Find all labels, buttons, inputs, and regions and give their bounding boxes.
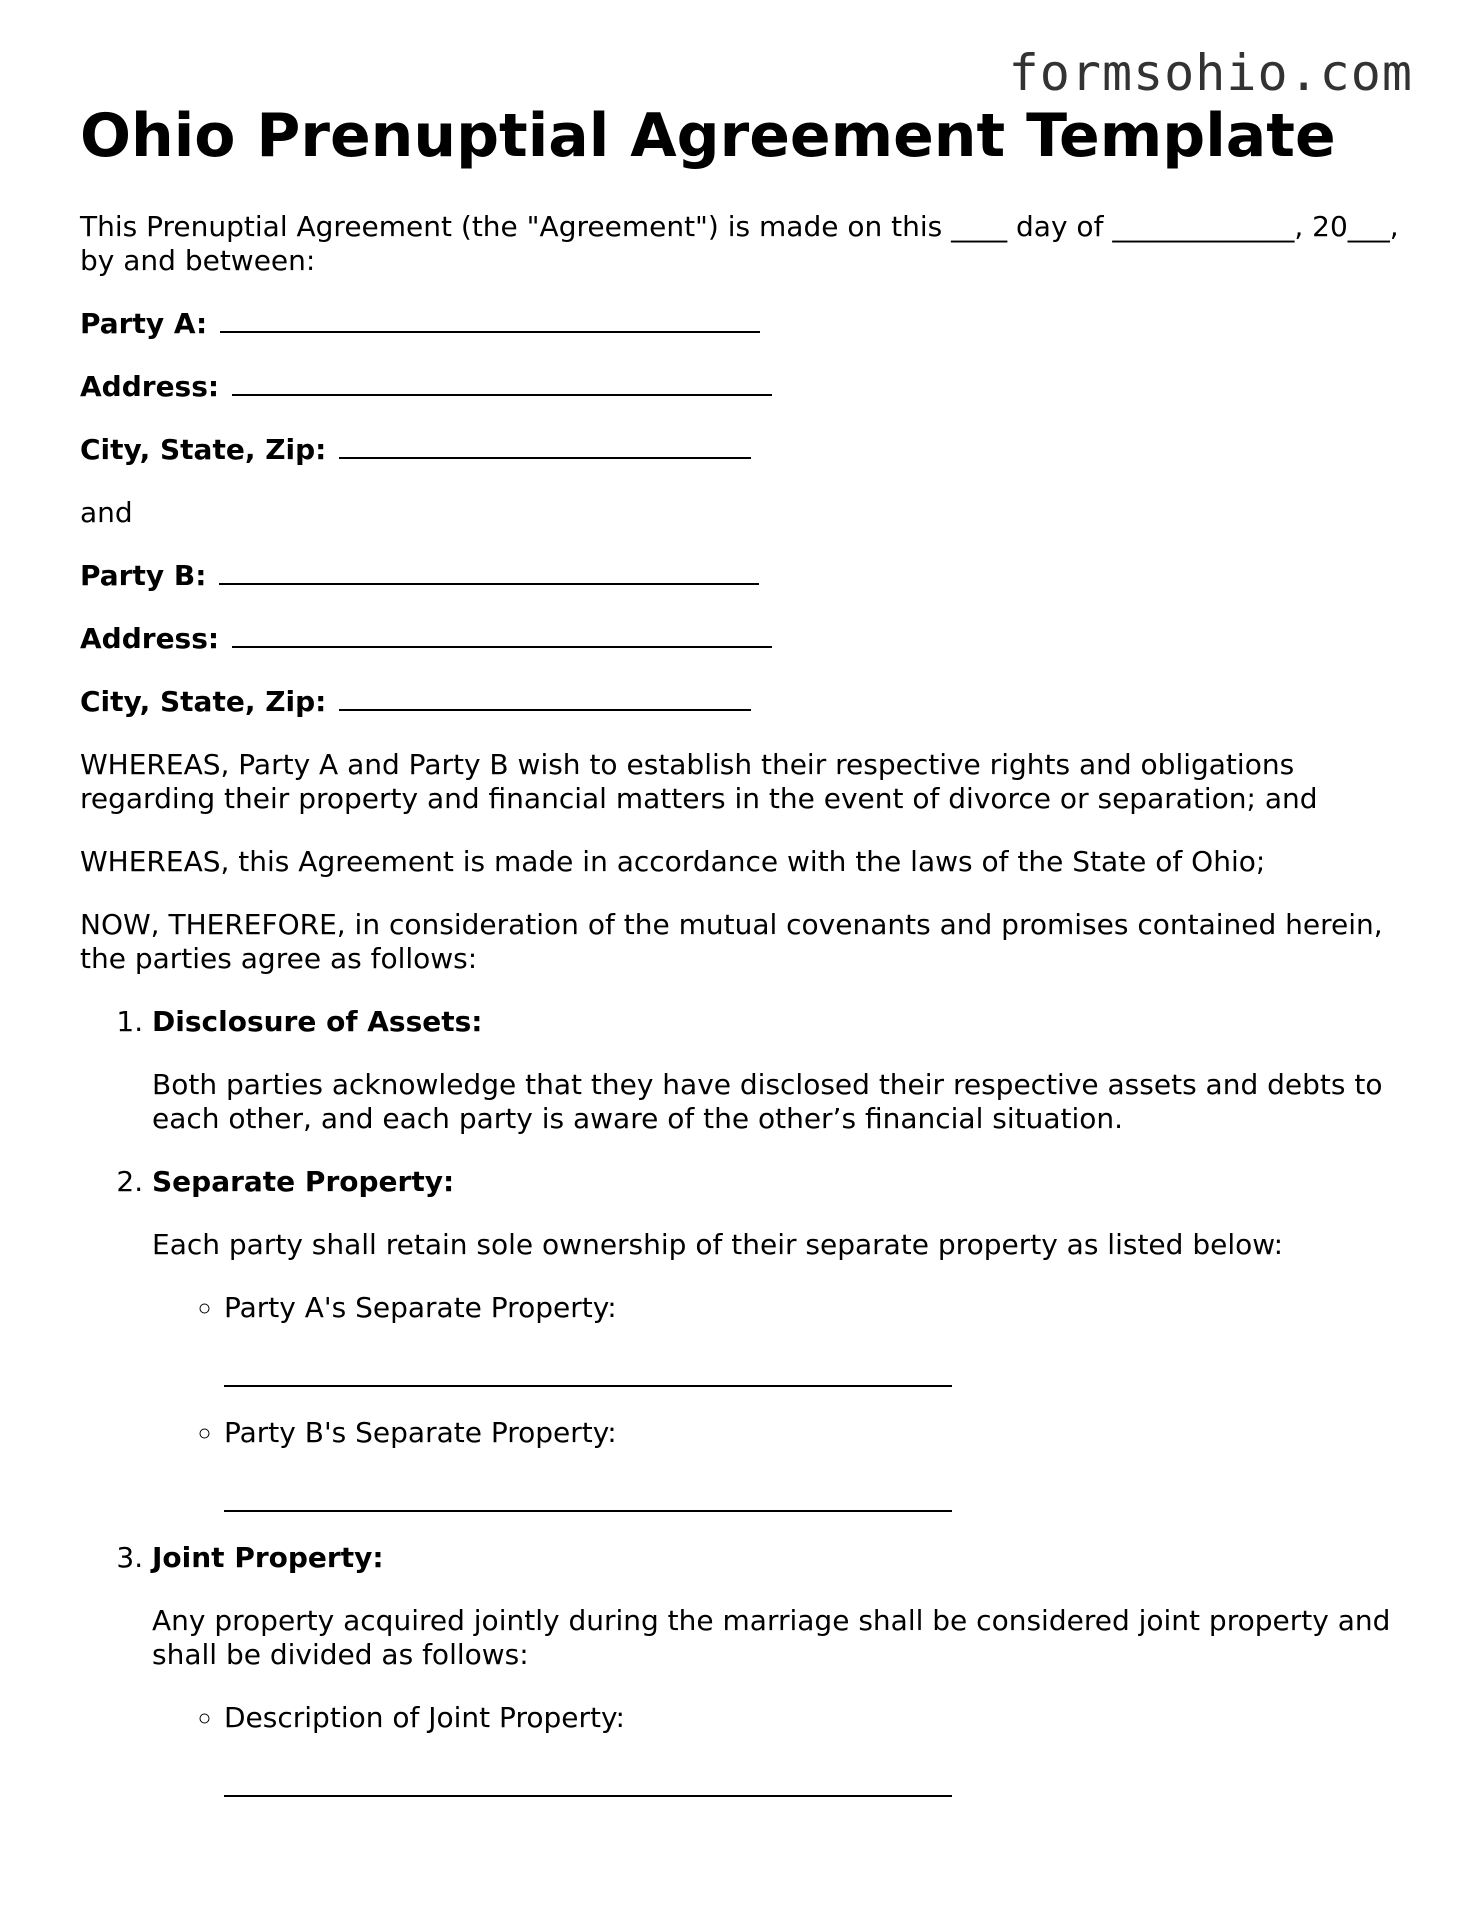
party-b-name-field[interactable]	[219, 561, 759, 585]
section-title: 2. Separate Property:	[152, 1165, 455, 1198]
separate-property-list	[152, 1291, 1400, 1512]
watermark: formsohio.com	[1008, 44, 1413, 102]
party-b-address-label: Address:	[80, 622, 220, 655]
party-b-address-row	[80, 622, 1400, 656]
party-a-address-field[interactable]	[232, 372, 772, 396]
party-b-name-row	[80, 559, 1400, 593]
document-title: Ohio Prenuptial Agreement Template	[80, 101, 1336, 171]
section-body: Any property acquired jointly during the marriage shall be considered joint property and shall be divided as follows:	[152, 1604, 1391, 1671]
section-separate-property	[152, 1165, 1400, 1512]
joint-property-description-field[interactable]	[224, 1765, 952, 1797]
party-a-city-label: City, State, Zip:	[80, 433, 327, 466]
list-item	[224, 1291, 1400, 1387]
party-a-name-row	[80, 307, 1400, 341]
party-b-city-field[interactable]	[339, 687, 751, 711]
party-a-city-field[interactable]	[339, 435, 751, 459]
sections-list	[80, 1005, 1400, 1797]
party-a-name-label: Party A:	[80, 307, 208, 340]
and-text: and	[80, 496, 133, 529]
section-body: Both parties acknowledge that they have disclosed their respective assets and debts to each other, and each party is aware of the other’s financial situation.	[152, 1068, 1383, 1135]
intro-paragraph: This Prenuptial Agreement (the "Agreement") is made on this ____ day of _____________, 20___, by and between:	[80, 210, 1399, 277]
joint-property-description-label: Description of Joint Property:	[224, 1701, 625, 1734]
party-b-address-field[interactable]	[232, 624, 772, 648]
party-a-name-field[interactable]	[220, 309, 760, 333]
party-b-separate-property-field[interactable]	[224, 1480, 952, 1512]
section-title: 3. Joint Property:	[152, 1541, 384, 1574]
party-a-city-row	[80, 433, 1400, 467]
party-a-separate-property-label: Party A's Separate Property:	[224, 1291, 617, 1324]
party-a-address-label: Address:	[80, 370, 220, 403]
party-a-separate-property-field[interactable]	[224, 1355, 952, 1387]
document-page	[80, 100, 1400, 1826]
party-b-name-label: Party B:	[80, 559, 207, 592]
section-title: 1. Disclosure of Assets:	[152, 1005, 483, 1038]
whereas-paragraph-2: WHEREAS, this Agreement is made in accordance with the laws of the State of Ohio;	[80, 845, 1266, 878]
joint-property-list	[152, 1701, 1400, 1797]
section-body: Each party shall retain sole ownership of their separate property as listed below:	[152, 1228, 1284, 1261]
party-b-city-label: City, State, Zip:	[80, 685, 327, 718]
list-item	[224, 1701, 1400, 1797]
whereas-paragraph-1: WHEREAS, Party A and Party B wish to establish their respective rights and obligations regarding their property and financial matters in the event of divorce or separation; and	[80, 748, 1318, 815]
section-disclosure	[152, 1005, 1400, 1136]
party-a-address-row	[80, 370, 1400, 404]
now-therefore-paragraph: NOW, THEREFORE, in consideration of the mutual covenants and promises contained herein, the parties agree as follows:	[80, 908, 1383, 975]
party-b-city-row	[80, 685, 1400, 719]
list-item	[224, 1416, 1400, 1512]
party-b-separate-property-label: Party B's Separate Property:	[224, 1416, 617, 1449]
section-joint-property	[152, 1541, 1400, 1797]
